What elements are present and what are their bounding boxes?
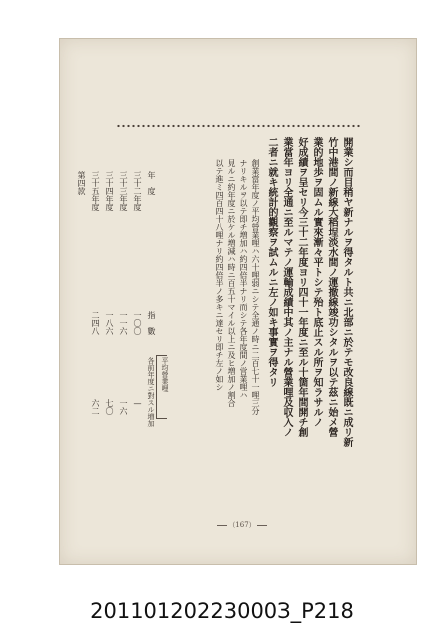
table-increase-header: 各前年度ニ對スル増加: [147, 357, 155, 427]
note-line-1: 創業當年度ノ平均營業哩ハ六十哩弱ニシテ全通ノ時ニ二百七十一哩三分: [251, 159, 260, 415]
table-increase-cell: 六二: [91, 399, 100, 415]
paragraph-line-1: 開業シ而目稍ヤ新ナルヲ得タルト共ニ北部ニ於テモ改良線既ニ成リ新: [341, 137, 352, 447]
paragraph-line-4: 好成績ヲ呈セリ今三十二年度ヨリ四十一年度ニ至ル十箇年間開チ創: [296, 137, 307, 437]
note-line-3: 見ルニ約年度ニ於ケル増減ハ時ニ百五十マイル以上ニ及ヒ増加ノ割合: [227, 159, 236, 407]
table-index-cell: 二四八: [91, 311, 100, 335]
table-index-cell: 一八六: [105, 311, 114, 335]
note-line-4: 以テ進ミ四百四十八哩ナリ約四倍半ノ多キニ達セリ即チ左ノ如シ: [215, 159, 224, 391]
table-index-cell: 一一六: [119, 311, 128, 335]
table-year-cell: 第四款: [77, 171, 86, 195]
table-year-cell: 三十二年度: [133, 171, 142, 211]
paragraph-line-3: 業的地歩ヲ固ムル實來漸々平トシテ殆ト底止スル所ヲ知ラサルノ: [311, 137, 322, 427]
table-year-cell: 三十五年度: [91, 171, 100, 211]
dotted-divider: [116, 124, 361, 128]
table-mileage-header: 平均營業哩: [161, 357, 169, 392]
table-increase-cell: —: [133, 399, 142, 408]
table-year-header: 年 度: [147, 171, 156, 195]
paragraph-line-2: 竹中港間ノ新線大稻埕淡水間ノ運撤線竣功シタルヲ以テ茲ニ始メ營: [326, 137, 337, 437]
paragraph-line-6: 二者ニ就キ統計的觀察ヲ試ムルニ左ノ如キ事實ヲ得タリ: [266, 137, 277, 387]
table-index-cell: 一〇〇: [133, 311, 142, 335]
paragraph-line-5: 業當年ヨリ全通ニ至ルマテノ運輸成績中其ノ主ナル營業哩及収入ノ: [281, 137, 292, 437]
table-increase-cell: 一六: [119, 399, 128, 415]
note-line-2: ナリキルヲ以テ即チ増加ハ約四倍半ナリ而シテ各年度間ノ営業哩ハ: [239, 159, 248, 399]
document-page: [59, 38, 417, 565]
table-year-cell: 三十四年度: [105, 171, 114, 211]
page-number: （167）: [217, 518, 267, 532]
header-bracket: [156, 355, 167, 419]
table-increase-cell: 七〇: [105, 399, 114, 415]
table-year-cell: 三十三年度: [119, 171, 128, 211]
table-index-header: 指 數: [147, 311, 156, 335]
image-caption: 20110120223000З_P218: [90, 599, 354, 623]
